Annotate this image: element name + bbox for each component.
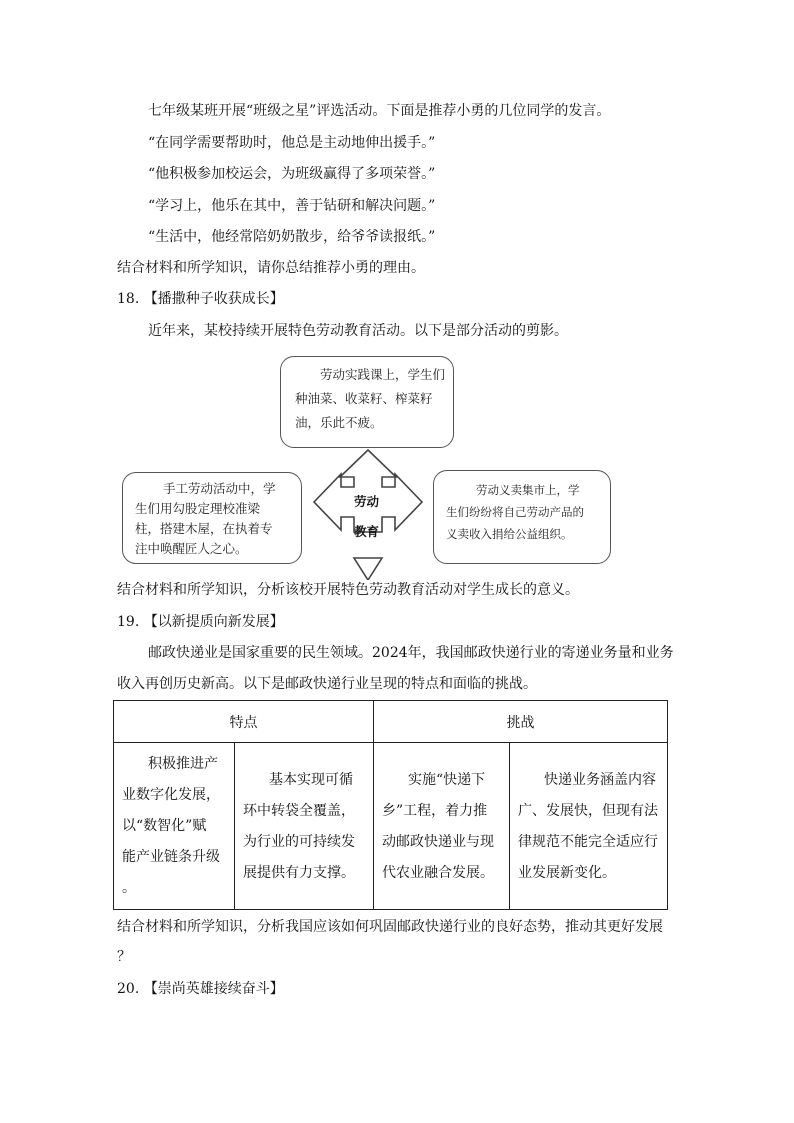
table-cell-1: 积极推进产 业数字化发展， 以“数智化”赋 能产业链条升级 。 [114, 743, 235, 910]
left-activity-box: 手工劳动活动中，学 生们用勾股定理校准梁 柱，搭建木屋，在执着专 注中唤醒匠人之心。 [122, 472, 302, 564]
header-challenges: 挑战 [374, 701, 668, 743]
q18-intro: 近年来，某校持续开展特色劳动教育活动。以下是部分活动的剪影。 [148, 323, 568, 339]
q18-prompt: 结合材料和所学知识，分析该校开展特色劳动教育活动对学生成长的意义。 [117, 582, 579, 598]
right-activity-box: 劳动义卖集市上，学 生们纷纷将自己劳动产品的 义卖收入捐给公益组织。 [433, 470, 611, 564]
four-way-arrow-icon [314, 450, 422, 532]
q18-heading: 18. 【播撒种子收获成长】 [117, 291, 284, 307]
center-label-2: 教育 [354, 524, 380, 539]
q17-quote-1: “在同学需要帮助时，他总是主动地伸出援手。” [148, 135, 436, 151]
table-cell-3: 实施“快递下 乡”工程，着力推 动邮政快递业与现 代农业融合发展。 [374, 743, 510, 910]
labor-education-diagram [118, 352, 618, 580]
q17-intro: 七年级某班开展“班级之星”评选活动。下面是推荐小勇的几位同学的发言。 [148, 103, 611, 119]
table-cell-2: 基本实现可循 环中转袋全覆盖， 为行业的可持续发 展提供有力支撑。 [235, 743, 374, 910]
table-cell-4: 快递业务涵盖内容 广、发展快，但现有法 律规范不能完全适应行 业发展新变化。 [510, 743, 668, 910]
arrow-down-icon [354, 558, 382, 580]
q17-quote-2: “他积极参加校运会，为班级赢得了多项荣誉。” [148, 166, 436, 182]
top-activity-box: 劳动实践课上，学生们 种油菜、收菜籽、榨菜籽 油，乐此不疲。 [280, 356, 454, 448]
q19-heading: 19. 【以新提质向新发展】 [117, 614, 284, 630]
q17-quote-3: “学习上，他乐在其中，善于钻研和解决问题。” [148, 198, 436, 214]
q20-heading: 20. 【崇尚英雄接续奋斗】 [117, 981, 284, 997]
header-features: 特点 [114, 701, 374, 743]
q17-quote-4: “生活中，他经常陪奶奶散步，给爷爷读报纸。” [148, 229, 436, 245]
q19-prompt-line2: ？ [117, 949, 131, 965]
q17-prompt: 结合材料和所学知识，请你总结推荐小勇的理由。 [117, 260, 425, 276]
features-challenges-table [113, 700, 668, 910]
center-label-1: 劳动 [354, 494, 380, 509]
q19-intro-line2: 收入再创历史新高。以下是邮政快递行业呈现的特点和面临的挑战。 [117, 676, 537, 692]
q19-intro-line1: 邮政快递业是国家重要的民生领域。2024年，我国邮政快递行业的寄递业务量和业务 [148, 645, 674, 661]
q19-prompt-line1: 结合材料和所学知识，分析我国应该如何巩固邮政快递行业的良好态势，推动其更好发展 [117, 919, 663, 935]
